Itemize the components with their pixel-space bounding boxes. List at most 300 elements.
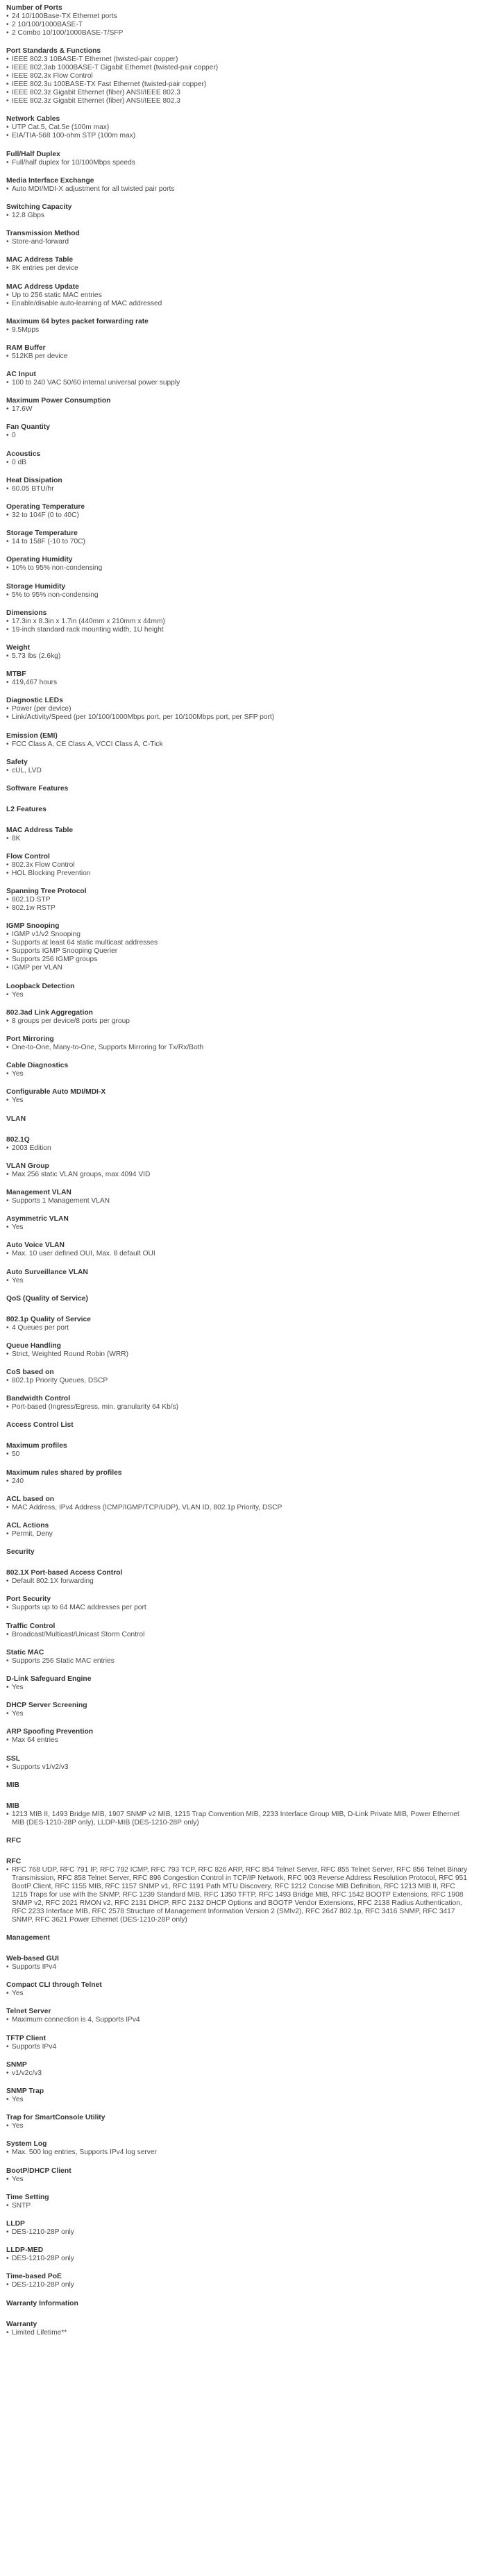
spec-title: 802.3ad Link Aggregation [6, 1008, 93, 1017]
spec-item-list [6, 767, 471, 775]
spec-item: • 8K [6, 835, 471, 843]
spec-section [6, 1087, 481, 1105]
spec-title: Safety [6, 758, 28, 766]
spec-item-list [6, 2255, 471, 2263]
spec-item-list [6, 1990, 471, 1998]
spec-section [6, 1008, 481, 1026]
spec-item: • 17.3in x 8.3in x 1.7in (440mm x 210mm x 44mm) [6, 618, 471, 626]
group-heading: L2 Features [6, 805, 47, 813]
spec-title: Weight [6, 643, 31, 652]
spec-item-list [6, 459, 471, 467]
spec-item: • Store-and-forward [6, 238, 471, 246]
spec-item: • DES-1210-28P only [6, 2255, 471, 2263]
spec-item-list [6, 1763, 471, 1772]
spec-item: • RFC 768 UDP, RFC 791 IP, RFC 792 ICMP, RFC 793 TCP, RFC 826 ARP, RFC 854 Telnet Server, RFC 855 Telnet Server, RFC 856 Telnet Binary Transmission, RFC 858 Telnet Server, RFC 896 Congestion Control in TCP/IP Network, RFC 903 Reverse Address Resolution Protocol, RFC 951 BootP Client, RFC 1155 MIB, RFC 1157 SNMP v1, RFC 1191 Path MTU Discovery, RFC 1212 Concise MIB Definition, RFC 1213 MIB II, RFC 1215 Traps for use with the SNMP, RFC 1239 Standard MIB, RFC 1350 TFTP, RFC 1493 Bridge MIB, RFC 1542 BOOTP Extensions, RFC 1908 SNMP v2, RFC 2021 RMON v2, RFC 2131 DHCP, RFC 2132 DHCP Options and BOOTP Vendor Extensions, RFC 2138 Radius Authentication, RFC 2233 Interface MIB, RFC 2578 Structure of Management Information Version 2 (SMIv2), RFC 2647 802.1p, RFC 3416 SNMP, RFC 3417 SNMP, RFC 3621 Power Ethernet (DES-1210-28P only) [6, 1866, 471, 1924]
spec-item-list [6, 379, 471, 387]
spec-title: Diagnostic LEDs [6, 697, 63, 705]
spec-item: • Supports 1 Management VLAN [6, 1197, 471, 1205]
spec-item-list [6, 679, 471, 687]
spec-title: System Log [6, 2140, 47, 2149]
spec-item: • MAC Address, IPv4 Address (ICMP/IGMP/TCP/UDP), VLAN ID, 802.1p Priority, DSCP [6, 1504, 471, 1512]
spec-title: Configurable Auto MDI/MDI-X [6, 1088, 106, 1096]
spec-item: • FCC Class A, CE Class A, VCCI Class A, C-Tick [6, 740, 471, 749]
spec-item: • 10% to 95% non-condensing [6, 564, 471, 573]
spec-section [6, 1268, 481, 1285]
spec-item: • Link/Activity/Speed (per 10/100/1000Mbps port, per 10/100Mbps port, per SFP port) [6, 713, 471, 722]
spec-item-list [6, 2149, 471, 2157]
spec-item-list [6, 1657, 471, 1666]
group-heading: Security [6, 1548, 35, 1557]
spec-section [6, 609, 481, 634]
spec-item-list [6, 56, 471, 105]
spec-section [6, 1135, 481, 1153]
spec-item-list [6, 1684, 471, 1692]
spec-section [6, 1188, 481, 1205]
spec-section [6, 1394, 481, 1412]
spec-section [6, 1857, 481, 1924]
spec-item-list [6, 835, 471, 843]
spec-section [6, 344, 481, 361]
spec-section [6, 1341, 481, 1359]
spec-item: • 5.73 lbs (2.6kg) [6, 652, 471, 661]
spec-group [6, 1294, 481, 1412]
spec-item-list [6, 1171, 471, 1179]
spec-item: • Yes [6, 2122, 471, 2130]
group-heading: Software Features [6, 784, 69, 793]
spec-title: 802.1X Port-based Access Control [6, 1569, 123, 1577]
spec-item: • 32 to 104F (0 to 40C) [6, 511, 471, 520]
spec-item-list [6, 896, 471, 913]
spec-item: • Supports at least 64 static multicast addresses [6, 939, 471, 947]
spec-item: • Yes [6, 991, 471, 999]
spec-item: • Supports IPv4 [6, 2043, 471, 2051]
spec-title: ACL based on [6, 1495, 55, 1503]
spec-item-list [6, 1070, 471, 1078]
spec-section [6, 2167, 481, 2184]
spec-title: Time-based PoE [6, 2273, 62, 2281]
spec-section [6, 229, 481, 246]
spec-title: TFTP Client [6, 2034, 47, 2042]
spec-section [6, 670, 481, 687]
spec-item-list [6, 1811, 471, 1827]
spec-title: DHCP Server Screening [6, 1702, 87, 1710]
spec-item-list [6, 1403, 471, 1412]
spec-title: IGMP Snooping [6, 922, 60, 931]
spec-title: ARP Spoofing Prevention [6, 1728, 94, 1736]
spec-item-list [6, 618, 471, 634]
spec-item: • 100 to 240 VAC 50/60 internal universal power supply [6, 379, 471, 387]
spec-item-list [6, 1197, 471, 1205]
spec-item-list [6, 2069, 471, 2078]
spec-item: • UTP Cat.5, Cat.5e (100m max) [6, 124, 471, 132]
spec-item-list [6, 2202, 471, 2210]
spec-title: VLAN Group [6, 1162, 49, 1170]
spec-item-list [6, 159, 471, 167]
spec-title: MAC Address Update [6, 282, 79, 291]
spec-item: • 19-inch standard rack mounting width, 1U height [6, 626, 471, 634]
spec-item-list [6, 705, 471, 722]
spec-title: Loopback Detection [6, 982, 75, 990]
spec-item: • IEEE 802.3x Flow Control [6, 72, 471, 80]
spec-group [6, 1548, 481, 1771]
spec-item: • IEEE 802.3 10BASE-T Ethernet (twisted-pair copper) [6, 56, 471, 64]
spec-item-list [6, 405, 471, 414]
spec-item: • Max 64 entries [6, 1736, 471, 1745]
spec-title: Time Setting [6, 2193, 49, 2201]
spec-item-list [6, 2016, 471, 2024]
spec-title: Maximum Power Consumption [6, 397, 111, 405]
spec-item-list [6, 931, 471, 972]
spec-item: • IGMP v1/v2 Snooping [6, 931, 471, 939]
spec-title: Network Cables [6, 115, 60, 124]
spec-item-list [6, 1963, 471, 1972]
spec-item-list [6, 1577, 471, 1586]
spec-title: Port Security [6, 1595, 51, 1604]
spec-section [6, 1441, 481, 1459]
spec-section [6, 423, 481, 440]
spec-title: MIB [6, 1802, 19, 1810]
spec-item-list [6, 1223, 471, 1232]
spec-item: • 12.8 Gbps [6, 212, 471, 220]
spec-title: Auto Surveillance VLAN [6, 1268, 88, 1276]
spec-title: Asymmetric VLAN [6, 1215, 69, 1223]
spec-title: Heat Dissipation [6, 476, 62, 484]
spec-item-list [6, 2043, 471, 2051]
spec-item-list [6, 2228, 471, 2237]
spec-item: • IEEE 802.3z Gigabit Ethernet (fiber) ANSI/IEEE 802.3 [6, 89, 471, 97]
spec-group [6, 1836, 481, 1924]
spec-item-list [6, 538, 471, 546]
spec-item: • Yes [6, 2176, 471, 2184]
spec-item-list [6, 432, 471, 440]
spec-item-list [6, 1530, 471, 1539]
spec-item: • 4 Queues per port [6, 1324, 471, 1332]
spec-title: Maximum profiles [6, 1442, 67, 1450]
spec-item: • Auto MDI/MDI-X adjustment for all twisted pair ports [6, 185, 471, 194]
spec-title: ACL Actions [6, 1522, 49, 1530]
spec-item: • 14 to 158F (-10 to 70C) [6, 538, 471, 546]
spec-item: • Yes [6, 1277, 471, 1285]
spec-item: • EIA/TIA-568 100-ohm STP (100m max) [6, 132, 471, 140]
spec-title: RFC [6, 1857, 22, 1865]
spec-section [6, 2320, 481, 2337]
spec-section [6, 582, 481, 600]
spec-section [6, 2060, 481, 2078]
spec-item-list [6, 2329, 471, 2337]
spec-section [6, 529, 481, 546]
spec-item-list [6, 212, 471, 220]
spec-section [6, 1701, 481, 1718]
group-heading: RFC [6, 1836, 22, 1845]
spec-section [6, 731, 481, 749]
spec-item: • Up to 256 static MAC entries [6, 291, 471, 300]
spec-group [6, 2299, 481, 2337]
spec-item: • Yes [6, 1990, 471, 1998]
spec-item-list [6, 1017, 471, 1026]
spec-title: Telnet Server [6, 2008, 51, 2016]
spec-section [6, 1162, 481, 1179]
spec-section [6, 46, 481, 105]
spec-item-list [6, 991, 471, 999]
spec-title: MAC Address Table [6, 826, 74, 834]
spec-title: Storage Humidity [6, 582, 66, 591]
spec-title: RAM Buffer [6, 344, 46, 352]
spec-title: Port Standards & Functions [6, 47, 101, 56]
spec-item-list [6, 12, 471, 37]
spec-section [6, 317, 481, 334]
spec-title: LLDP-MED [6, 2246, 44, 2255]
spec-item: • IEEE 802.3u 100BASE-TX Fast Ethernet (twisted-pair copper) [6, 80, 471, 89]
spec-section [6, 2193, 481, 2210]
spec-item: • Yes [6, 1070, 471, 1078]
spec-section [6, 1061, 481, 1078]
spec-item: • 24 10/100Base-TX Ethernet ports [6, 12, 471, 21]
spec-group [6, 784, 481, 793]
spec-section [6, 1802, 481, 1827]
spec-section [6, 1675, 481, 1692]
spec-section [6, 1495, 481, 1512]
spec-section [6, 2246, 481, 2263]
spec-item-list [6, 1631, 471, 1639]
spec-section [6, 2113, 481, 2130]
spec-item: • Yes [6, 1096, 471, 1105]
spec-item: • 50 [6, 1450, 471, 1459]
spec-item-list [6, 1144, 471, 1153]
spec-group [6, 1933, 481, 2289]
spec-title: Operating Humidity [6, 556, 73, 564]
spec-title: Maximum 64 bytes packet forwarding rate [6, 317, 149, 325]
spec-item-list [6, 1710, 471, 1718]
spec-section [6, 696, 481, 722]
spec-title: Bandwidth Control [6, 1395, 71, 1403]
spec-item-list [6, 1324, 471, 1332]
spec-title: Transmission Method [6, 230, 80, 238]
spec-section [6, 643, 481, 661]
spec-section [6, 282, 481, 308]
spec-title: Port Mirroring [6, 1035, 54, 1043]
spec-item: • 802.1w RSTP [6, 904, 471, 913]
spec-group [6, 1115, 481, 1285]
spec-item: • 2003 Edition [6, 1144, 471, 1153]
spec-item: • 512KB per device [6, 353, 471, 361]
spec-group [6, 1781, 481, 1827]
spec-item: • IEEE 802.3ab 1000BASE-T Gigabit Ethernet (twisted-pair copper) [6, 64, 471, 72]
spec-title: SNMP Trap [6, 2087, 44, 2095]
spec-item-list [6, 1866, 471, 1924]
spec-section [6, 1468, 481, 1486]
spec-section [6, 1754, 481, 1772]
spec-title: 802.1p Quality of Service [6, 1315, 91, 1323]
spec-section [6, 255, 481, 273]
spec-item: • DES-1210-28P only [6, 2228, 471, 2237]
spec-item: • Enable/disable auto-learning of MAC addressed [6, 300, 471, 308]
spec-section [6, 1368, 481, 1385]
spec-item-list [6, 1450, 471, 1459]
group-heading: VLAN [6, 1115, 26, 1123]
spec-item: • Broadcast/Multicast/Unicast Storm Control [6, 1631, 471, 1639]
spec-item: • IEEE 802.3z Gigabit Ethernet (fiber) ANSI/IEEE 802.3 [6, 97, 471, 105]
spec-group [6, 3, 481, 775]
spec-item: • 2 10/100/1000BASE-T [6, 21, 471, 29]
spec-item: • 802.1p Priority Queues, DSCP [6, 1377, 471, 1385]
spec-item-list [6, 1096, 471, 1105]
spec-item: • Full/half duplex for 10/100Mbps speeds [6, 159, 471, 167]
spec-section [6, 1595, 481, 1612]
spec-title: Number of Ports [6, 4, 62, 12]
spec-item: • Max 256 static VLAN groups, max 4094 VID [6, 1171, 471, 1179]
spec-section [6, 450, 481, 467]
spec-item-list [6, 1604, 471, 1612]
spec-section [6, 1241, 481, 1258]
spec-item: • Maximum connection is 4, Supports IPv4 [6, 2016, 471, 2024]
spec-section [6, 1035, 481, 1052]
spec-item-list [6, 1250, 471, 1258]
spec-title: Management VLAN [6, 1188, 71, 1196]
spec-item-list [6, 1277, 471, 1285]
spec-item: • Yes [6, 1223, 471, 1232]
spec-section [6, 396, 481, 414]
spec-item: • Limited Lifetime** [6, 2329, 471, 2337]
spec-title: Auto Voice VLAN [6, 1242, 65, 1250]
spec-item-list [6, 1377, 471, 1385]
spec-item-list [6, 2096, 471, 2104]
spec-section [6, 758, 481, 775]
spec-item-list [6, 353, 471, 361]
spec-title: Dimensions [6, 609, 47, 617]
spec-item: • 802.3x Flow Control [6, 861, 471, 870]
spec-item: • Yes [6, 1710, 471, 1718]
spec-item: • 419,467 hours [6, 679, 471, 687]
spec-item-list [6, 861, 471, 878]
spec-section [6, 3, 481, 37]
spec-item: • Supports 256 Static MAC entries [6, 1657, 471, 1666]
spec-section [6, 1622, 481, 1639]
spec-section [6, 1954, 481, 1972]
spec-item-list [6, 1504, 471, 1512]
spec-item: • Power (per device) [6, 705, 471, 713]
spec-item-list [6, 511, 471, 520]
spec-title: Acoustics [6, 450, 41, 458]
group-heading: MIB [6, 1781, 19, 1789]
spec-section [6, 476, 481, 493]
spec-item-list [6, 1044, 471, 1052]
spec-item: • HOL Blocking Prevention [6, 870, 471, 878]
spec-section [6, 2272, 481, 2289]
spec-item: • 9.5Mpps [6, 326, 471, 334]
spec-title: 802.1Q [6, 1135, 30, 1144]
group-heading: Warranty Information [6, 2299, 78, 2307]
spec-item-list [6, 326, 471, 334]
spec-title: Emission (EMI) [6, 731, 58, 740]
spec-title: Switching Capacity [6, 203, 72, 211]
spec-title: Traffic Control [6, 1622, 56, 1630]
spec-item-list [6, 652, 471, 661]
spec-item: • Supports IGMP Snooping Querier [6, 947, 471, 956]
spec-item: • 0 [6, 432, 471, 440]
spec-item: • cUL, LVD [6, 767, 471, 775]
spec-item: • v1/v2c/v3 [6, 2069, 471, 2078]
spec-item-list [6, 2122, 471, 2130]
spec-title: SSL [6, 1754, 21, 1763]
spec-title: Flow Control [6, 853, 50, 861]
spec-item-list [6, 1350, 471, 1359]
spec-item-list [6, 291, 471, 308]
spec-item-list [6, 185, 471, 194]
spec-item: • DES-1210-28P only [6, 2281, 471, 2289]
spec-section [6, 2087, 481, 2104]
spec-title: D-Link Safeguard Engine [6, 1675, 92, 1683]
spec-item: • SNTP [6, 2202, 471, 2210]
spec-section [6, 370, 481, 387]
spec-title: Compact CLI through Telnet [6, 1981, 102, 1990]
spec-item: • 1213 MIB II, 1493 Bridge MIB, 1907 SNMP v2 MIB, 1215 Trap Convention MIB, 2233 Interface Group MIB, D-Link Private MIB, Power Ethernet MIB (DES-1210-28P only), LLDP-MIB (DES-1210-28P only) [6, 1811, 471, 1827]
spec-title: SNMP [6, 2060, 27, 2069]
spec-title: Maximum rules shared by profiles [6, 1468, 122, 1477]
spec-group [6, 805, 481, 1105]
group-heading: QoS (Quality of Service) [6, 1294, 88, 1303]
spec-section [6, 1521, 481, 1539]
spec-item: • Supports up to 64 MAC addresses per port [6, 1604, 471, 1612]
spec-item: • Supports v1/v2/v3 [6, 1763, 471, 1772]
spec-item-list [6, 564, 471, 573]
spec-item-list [6, 2281, 471, 2289]
spec-item: • 2 Combo 10/100/1000BASE-T/SFP [6, 29, 471, 37]
spec-section [6, 982, 481, 999]
spec-title: Storage Temperature [6, 529, 78, 538]
spec-section [6, 826, 481, 843]
spec-item: • IGMP per VLAN [6, 964, 471, 972]
spec-section [6, 922, 481, 972]
spec-section [6, 1315, 481, 1332]
spec-section [6, 1214, 481, 1232]
spec-title: Full/Half Duplex [6, 150, 60, 158]
spec-item: • Strict, Weighted Round Robin (WRR) [6, 1350, 471, 1359]
spec-item: • Supports IPv4 [6, 1963, 471, 1972]
spec-section [6, 1648, 481, 1666]
spec-title: MTBF [6, 670, 26, 679]
spec-item: • 0 dB [6, 459, 471, 467]
spec-section [6, 2139, 481, 2157]
spec-title: Operating Temperature [6, 503, 85, 511]
spec-item: • Port-based (Ingress/Egress, min. granularity 64 Kb/s) [6, 1403, 471, 1412]
spec-item-list [6, 740, 471, 749]
spec-title: Fan Quantity [6, 423, 50, 432]
spec-section [6, 1568, 481, 1586]
spec-title: Static MAC [6, 1648, 44, 1656]
spec-title: Cable Diagnostics [6, 1062, 69, 1070]
spec-item: • Max. 500 log entries, Supports IPv4 log server [6, 2149, 471, 2157]
spec-item: • Permit, Deny [6, 1530, 471, 1539]
group-heading: Management [6, 1934, 50, 1942]
spec-item: • Yes [6, 1684, 471, 1692]
spec-section [6, 176, 481, 194]
spec-section [6, 203, 481, 220]
spec-section [6, 2034, 481, 2051]
spec-title: AC Input [6, 371, 36, 379]
spec-group [6, 1421, 481, 1539]
spec-item: • Max. 10 user defined OUI, Max. 8 default OUI [6, 1250, 471, 1258]
spec-section [6, 150, 481, 167]
spec-title: Media Interface Exchange [6, 176, 94, 185]
spec-title: MAC Address Table [6, 256, 74, 264]
spec-title: Queue Handling [6, 1341, 61, 1350]
spec-item: • 802.1D STP [6, 896, 471, 904]
spec-item-list [6, 1477, 471, 1486]
spec-item-list [6, 238, 471, 246]
spec-item-list [6, 1736, 471, 1745]
spec-title: CoS based on [6, 1368, 54, 1377]
spec-item-list [6, 264, 471, 273]
